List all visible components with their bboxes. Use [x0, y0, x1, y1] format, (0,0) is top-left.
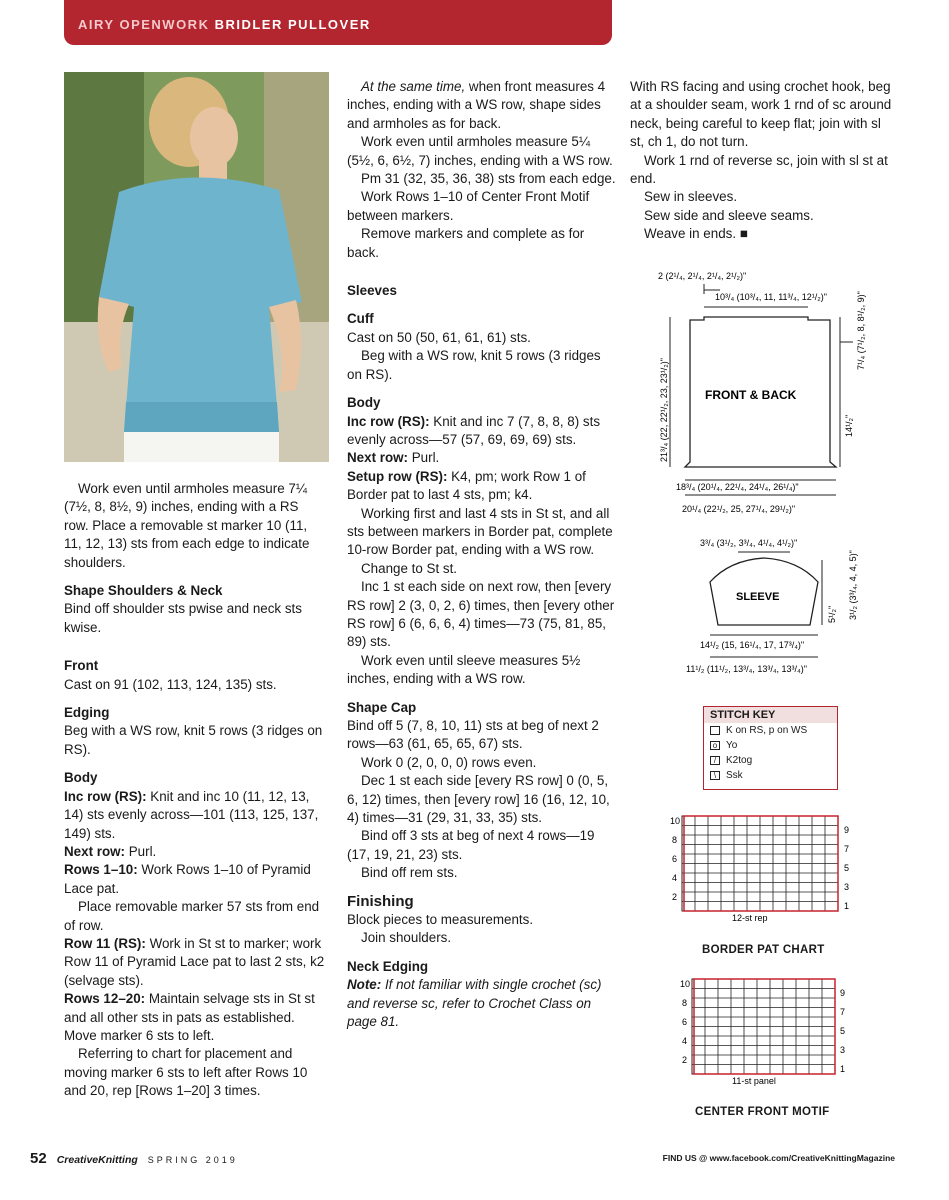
- column-1: [64, 480, 326, 1101]
- section-heading: Shape Shoulders & Neck: [64, 583, 223, 599]
- paragraph: Beg with a WS row, knit 5 rows (3 ridges on RS).: [64, 723, 323, 757]
- row-number: 3: [840, 1045, 846, 1055]
- row-number: 7: [840, 1007, 846, 1017]
- paragraph: Bind off 3 sts at beg of next 4 rows—19 (17, 19, 21, 23) sts.: [347, 828, 595, 862]
- paragraph: Pm 31 (32, 35, 36, 38) sts from each edge.: [361, 171, 616, 187]
- center-front-motif-chart: [678, 975, 858, 1090]
- paragraph: Work even until armholes measure 5¼ (5½, 6, 6½, 7) inches, ending with a WS row.: [347, 134, 613, 168]
- section-heading: Edging: [64, 705, 110, 721]
- k2tog-icon: /: [710, 756, 720, 765]
- instruction-row: Next row: Purl.: [64, 843, 157, 859]
- instruction-row: Next row: Purl.: [347, 450, 440, 466]
- paragraph: Bind off rem sts.: [361, 865, 458, 881]
- length-measure: 21³/₄ (22, 22¹/₂, 23, 23¹/₂)": [659, 358, 669, 462]
- front-back-label: FRONT & BACK: [705, 388, 797, 402]
- row-number: 4: [672, 873, 678, 883]
- section-heading: Cuff: [347, 311, 374, 327]
- pattern-title: AIRY OPENWORK BRIDLER PULLOVER: [78, 17, 371, 32]
- row-number: 4: [682, 1036, 688, 1046]
- column-3: [630, 78, 892, 244]
- bust-measure: 20¹/₄ (22¹/₂, 25, 27¹/₄, 29¹/₂)": [682, 504, 796, 514]
- ssk-icon: \: [710, 771, 720, 780]
- sleeve-upper-measure: 14¹/₂ (15, 16¹/₄, 17, 17³/₄)": [700, 640, 805, 650]
- row-number: 2: [672, 892, 678, 902]
- section-heading: Body: [64, 770, 98, 786]
- paragraph: Sew in sleeves.: [644, 189, 738, 205]
- sleeve-cap-measure: 3¹/₂ (3³/₄, 4, 4, 5)": [848, 550, 858, 620]
- row-number: 1: [840, 1064, 846, 1074]
- instruction-row: Inc row (RS): Knit and inc 10 (11, 12, 13, 14) sts evenly across—101 (113, 125, 137, 149) sts.: [64, 788, 319, 841]
- paragraph: Beg with a WS row, knit 5 rows (3 ridges on RS).: [347, 348, 601, 382]
- paragraph: Cast on 50 (50, 61, 61, 61) sts.: [347, 329, 531, 345]
- key-item: \ Ssk: [704, 768, 837, 783]
- row-number: 10: [670, 816, 681, 826]
- footer-left: [30, 1150, 238, 1167]
- paragraph: Dec 1 st each side [every RS row] 0 (0, 5, 6, 12) times, then [every row] 16 (16, 12, 10, 4) times—31 (29, 31, 33, 35) sts.: [347, 773, 610, 826]
- row-number: 8: [682, 998, 688, 1008]
- header-bar: [64, 0, 612, 45]
- model-illustration: [64, 72, 329, 462]
- sleeve-label: SLEEVE: [736, 591, 780, 603]
- row-number: 1: [844, 901, 850, 911]
- rep-label: 12-st rep: [732, 913, 768, 923]
- chart-grid: [692, 979, 835, 1074]
- paragraph: Place removable marker 57 sts from end of row.: [64, 899, 320, 933]
- key-item: K on RS, p on WS: [704, 723, 837, 738]
- knit-icon: [710, 726, 720, 735]
- key-item: / K2tog: [704, 753, 837, 768]
- section-heading: Neck Edging: [347, 958, 429, 974]
- sleeve-length-measure: 5¹/₂": [827, 605, 837, 623]
- paragraph: Block pieces to measurements.: [347, 912, 534, 928]
- row-number: 6: [682, 1017, 688, 1027]
- key-item: o Yo: [704, 738, 837, 753]
- instruction-row: Rows 1–10: Work Rows 1–10 of Pyramid Lace pat.: [64, 862, 311, 896]
- row-number: 9: [840, 988, 846, 998]
- paragraph: At the same time, when front measures 4 inches, ending with a WS row, shape sides and armholes as for back.: [347, 79, 606, 131]
- sleeve-top-measure: 3³/₄ (3¹/₂, 3³/₄, 4¹/₄, 4¹/₂)": [700, 538, 798, 548]
- magazine-name: CreativeKnitting: [56, 1154, 138, 1166]
- stitch-key: [703, 706, 838, 790]
- footer-link[interactable]: FIND US @ www.facebook.com/CreativeKnittingMagazine: [662, 1153, 895, 1163]
- center-chart-title: CENTER FRONT MOTIF: [695, 1106, 830, 1118]
- page-number: 52: [30, 1150, 47, 1167]
- paragraph: Change to St st.: [361, 560, 458, 576]
- paragraph: Working first and last 4 sts in St st, and all sts between markers in Border pat, complete 10-row Border pat, ending with a WS row.: [347, 505, 613, 558]
- sleeve-cuff-measure: 11¹/₂ (11¹/₂, 13³/₄, 13³/₄, 13³/₄)": [686, 664, 807, 674]
- shoulder-measure: 2 (2¹/₄, 2¹/₄, 2¹/₄, 2¹/₂)": [658, 271, 747, 281]
- paragraph: Work Rows 1–10 of Center Front Motif between markers.: [347, 189, 590, 223]
- instruction-row: Row 11 (RS): Work in St st to marker; work Row 11 of Pyramid Lace pat to last 2 sts, k2 (selvage sts).: [64, 935, 325, 988]
- row-number: 10: [680, 979, 691, 989]
- chart-grid: [682, 816, 838, 911]
- paragraph: Work 1 rnd of reverse sc, join with sl st at end.: [630, 152, 888, 187]
- row-number: 8: [672, 835, 678, 845]
- paragraph: With RS facing and using crochet hook, beg at a shoulder seam, work 1 rnd of sc around neck, being careful to keep flat; join with sl st, ch 1, do not turn.: [630, 79, 892, 150]
- border-pattern-chart: [668, 812, 858, 927]
- column-2: [347, 78, 617, 1032]
- hem-measure: 18³/₄ (20¹/₄, 22¹/₄, 24¹/₄, 26¹/₄)": [676, 482, 799, 492]
- note: Note: If not familiar with single crochet (sc) and reverse sc, refer to Crochet Class on page 81.: [347, 977, 602, 1030]
- stitch-key-title: STITCH KEY: [704, 707, 837, 723]
- row-number: 7: [844, 844, 850, 854]
- row-number: 2: [682, 1055, 688, 1065]
- front-back-schematic: [640, 262, 880, 524]
- paragraph: Cast on 91 (102, 113, 124, 135) sts.: [64, 676, 277, 692]
- paragraph: Join shoulders.: [361, 930, 452, 946]
- instruction-row: Inc row (RS): Knit and inc 7 (7, 8, 8, 8) sts evenly across—57 (57, 69, 69, 69) sts.: [347, 413, 601, 447]
- row-number: 5: [844, 863, 850, 873]
- row-number: 9: [844, 825, 850, 835]
- armhole-measure: 7¹/₄ (7¹/₂, 8, 8¹/₂, 9)": [856, 291, 866, 370]
- issue-season: SPRING 2019: [147, 1155, 238, 1165]
- paragraph: Referring to chart for placement and moving marker 6 sts to left after Rows 10 and 20, rep [Rows 1–20] 3 times.: [64, 1046, 308, 1099]
- instruction-row: Rows 12–20: Maintain selvage sts in St st and all other sts in pats as established. Move marker 6 sts to left.: [64, 991, 315, 1043]
- sleeve-schematic: [680, 530, 880, 680]
- paragraph: Bind off 5 (7, 8, 10, 11) sts at beg of next 2 rows—63 (61, 65, 65, 67) sts.: [347, 718, 599, 752]
- paragraph: Weave in ends. ■: [644, 226, 748, 242]
- section-heading: Sleeves: [347, 283, 397, 299]
- paragraph: Bind off shoulder sts pwise and neck sts kwise.: [64, 601, 302, 635]
- section-heading: Body: [347, 395, 381, 411]
- section-heading: Shape Cap: [347, 699, 417, 715]
- paragraph: Sew side and sleeve seams.: [644, 207, 814, 223]
- side-measure: 14¹/₂": [844, 414, 854, 437]
- section-heading: Front: [64, 658, 99, 674]
- row-number: 3: [844, 882, 850, 892]
- section-heading: Finishing: [347, 892, 414, 910]
- neck-measure: 10³/₄ (10³/₄, 11, 11³/₄, 12¹/₂)": [715, 292, 827, 302]
- row-number: 6: [672, 854, 678, 864]
- paragraph: Work even until sleeve measures 5½ inches, ending with a WS row.: [347, 652, 581, 687]
- model-photo: [64, 72, 329, 462]
- panel-label: 11-st panel: [732, 1076, 776, 1086]
- paragraph: Work 0 (2, 0, 0, 0) rows even.: [361, 754, 537, 770]
- paragraph: Work even until armholes measure 7¼ (7½, 8, 8½, 9) inches, ending with a RS row. Place a removable st marker 10 (11, 11, 12, 13) sts from each edge to indicate shoulders.: [64, 481, 310, 570]
- yo-icon: o: [710, 741, 720, 750]
- instruction-row: Setup row (RS): K4, pm; work Row 1 of Border pat to last 4 sts, pm; k4.: [347, 468, 586, 503]
- paragraph: Inc 1 st each side on next row, then [every RS row] 2 (3, 0, 2, 6) times, then [every other RS row] 6 (6, 6, 6, 4) times—73 (75, 81, 85, 89) sts.: [347, 579, 615, 650]
- paragraph: Remove markers and complete as for back.: [347, 226, 585, 260]
- border-chart-title: BORDER PAT CHART: [702, 944, 825, 956]
- row-number: 5: [840, 1026, 846, 1036]
